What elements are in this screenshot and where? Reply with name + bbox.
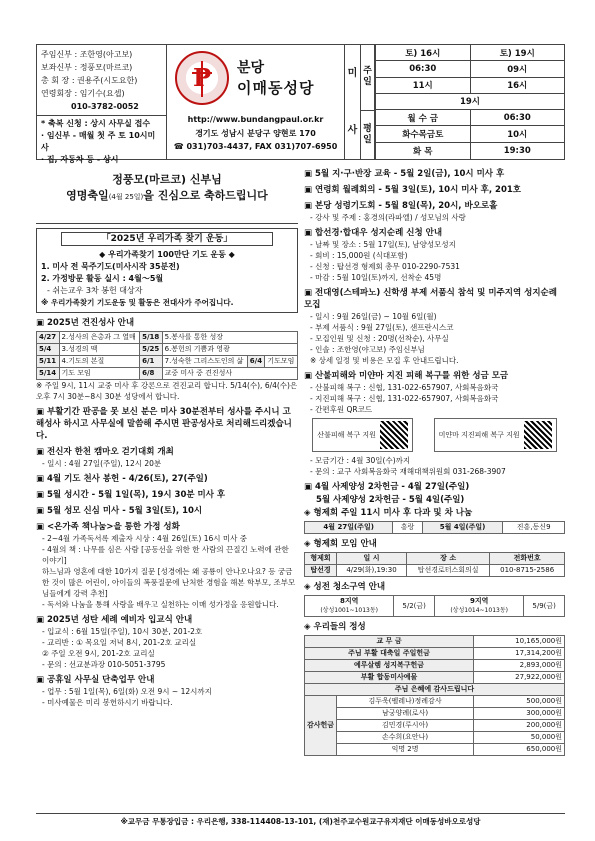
note-line: · 집, 자동차 등 - 상시 — [41, 155, 119, 164]
sub-line: - 미사예물은 미리 봉헌하시기 바랍니다. — [42, 698, 173, 707]
table-cell: 김두욱(펠레나)정례감사 — [337, 696, 474, 708]
table-cell: 27,922,000원 — [474, 672, 565, 684]
mass-label-2: 사 — [347, 125, 358, 136]
table-cell: 200,000원 — [474, 720, 565, 732]
church-address: 경기도 성남시 분당구 양현로 170 — [195, 129, 316, 138]
qr-label: 미얀마 지진피해 복구 지원 — [438, 431, 520, 439]
day-labels — [361, 45, 375, 159]
section-heading: ◈ 성전 청소구역 안내 — [304, 581, 565, 593]
mass-time: 11시 — [375, 78, 470, 94]
sub-line: - 독서와 나눔을 통해 사랑을 배우고 실천하는 이매 성가정을 응원합니다. — [42, 600, 279, 609]
meeting-table — [304, 552, 565, 577]
table-cell: 김민경(루시아) — [337, 720, 474, 732]
congrats-line-2 — [36, 188, 298, 205]
section-heading: 5월 사제양성 2차헌금 - 5월 4일(주일) — [316, 495, 465, 505]
family-campaign-box — [36, 228, 298, 313]
sub-line: - 일시 : 4월 27일(주일), 12시 20분 — [42, 459, 162, 468]
sub-line: - 업무 : 5월 1일(목), 6일(화) 오전 9시 ~ 12시까지 — [42, 687, 212, 696]
table-cell — [434, 596, 523, 617]
table-cell: 진흥,동신9 — [503, 522, 565, 534]
campaign-item: ※ 우리가족찾기 기도운동 및 활동은 전대사가 주어집니다. — [41, 298, 234, 307]
staff-row: 연령회장 : 임기수(요셉) — [41, 89, 125, 98]
staff-row: 총 회 장 : 권용주(시도요한) — [41, 76, 138, 85]
table-cell: 17,314,200원 — [474, 648, 565, 660]
church-name-2: 이매동성당 — [237, 79, 315, 97]
table-cell: 5/2(금) — [394, 596, 435, 617]
table-header: 일 시 — [336, 553, 406, 565]
right-column — [304, 164, 565, 756]
table-cell: 2,893,000원 — [474, 660, 565, 672]
mass-time: 화 목 — [375, 143, 470, 159]
table-cell: 교중 미사 중 견진성사 — [162, 368, 297, 380]
zone-range: (상성1014~1013동) — [450, 607, 508, 614]
mass-schedule — [345, 45, 564, 159]
section-heading: ▣ 합선경·합대우 성지순례 신청 안내 — [304, 227, 565, 239]
table-cell: 4/27 — [37, 332, 60, 344]
thanks-side-label: 감사헌금 — [305, 696, 337, 756]
section-heading: ◈ 형제회 주일 11시 미사 후 다과 및 차 나눔 — [304, 507, 565, 519]
qr-code-icon — [524, 421, 552, 449]
sub-line: ② 주일 오전 9시, 201-2호 교리실 — [42, 649, 155, 658]
section-heading: ▣ 공휴일 사무실 단축업무 안내 — [36, 674, 298, 686]
cleaning-table — [304, 595, 565, 617]
sub-line: - 문의 : 선교분과장 010-5051-3795 — [42, 660, 166, 669]
qr-wildfire[interactable] — [312, 418, 413, 452]
table-cell: 6/1 — [140, 356, 163, 368]
table-cell: 부활 합동미사예물 — [305, 672, 474, 684]
table-cell: 4월 27일(주일) — [305, 522, 393, 534]
table-header: 장 소 — [406, 553, 489, 565]
table-cell: 5월 4일(주일) — [422, 522, 503, 534]
section-heading: ▣ 전대영(스테파노) 신학생 부제 서품식 참석 및 미주지역 성지순례 모집 — [304, 287, 565, 311]
weekday-label: 평일 — [363, 123, 372, 145]
table-cell: 3.성경의 맥 — [59, 344, 140, 356]
zone-name: 8지역 — [339, 597, 359, 605]
staff-row: 주임신부 : 조한영(아고보) — [41, 50, 133, 59]
sub-line: - 4월의 책 : 나무를 심은 사람 [공동선을 위한 한 사람의 끈질긴 노력에 관한 이야기] — [42, 545, 289, 565]
table-cell: 교 무 금 — [305, 636, 474, 648]
mass-time: 토) 19시 — [470, 45, 565, 61]
mass-time: 16시 — [470, 78, 565, 94]
snack-table — [304, 521, 565, 534]
table-cell: 6/8 — [140, 368, 163, 380]
sub-line: ※ 상세 일정 및 비용은 모집 후 안내드립니다. — [310, 356, 459, 365]
section-heading: ▣ 2025년 성탄 세례 예비자 입교식 안내 — [36, 614, 298, 626]
qr-earthquake[interactable] — [434, 418, 557, 452]
footer-account: ※교무금 무통장입금 : 우리은행, 338-114408-13-101, (재)천주교수원교구유지재단 이매동성바오로성당 — [36, 813, 565, 827]
feast-congrats — [36, 164, 298, 224]
table-cell: 5/18 — [140, 332, 163, 344]
qr-label: 산불피해 복구 지원 — [317, 431, 376, 439]
note-line: · 임신부 - 매월 첫 주 토 10시미사 — [41, 131, 156, 152]
table-cell: 손수희(요안나) — [337, 732, 474, 744]
sub-line: 하느님과 영혼에 대한 10가지 질문 [성경에는 왜 공룡이 안나오나요? 등 궁금한 것이 많은 어린이, 아이들의 폭풍질문에 난처한 경험을 해본 학부모, 조부모님들에게 강력 추천] — [42, 567, 296, 598]
campaign-item: - 쉬는교우 3차 봉헌 대상자 — [47, 286, 143, 295]
sub-line: - 지진피해 복구 : 신협, 131-022-657907, 사회복음화국 — [310, 394, 499, 403]
svg-text:P: P — [192, 63, 212, 92]
sub-line: - 일시 : 9월 26일(금) ~ 10월 6일(월) — [310, 312, 437, 321]
table-cell: 5/4 — [37, 344, 60, 356]
mass-time: 06:30 — [470, 110, 565, 126]
mass-times — [375, 45, 564, 159]
table-cell: 4/29(화),19:30 — [336, 565, 406, 577]
mass-label-1: 미 — [347, 68, 358, 79]
section-heading: ▣ 5월 성시간 - 5월 1일(목), 19시 30분 미사 후 — [36, 489, 298, 501]
church-brand — [167, 45, 345, 159]
table-cell: 4.기도의 본질 — [59, 356, 140, 368]
table-cell: 6/4 — [247, 356, 265, 368]
campaign-item: 1. 미사 전 묵주기도(미사시작 35분전) — [41, 262, 180, 271]
mass-time: 19시 — [375, 94, 564, 110]
campaign-title: 「2025년 우리가족 찾기 운동」 — [61, 232, 273, 246]
sub-line: - 회비 : 15,000원 (식대포함) — [310, 251, 408, 260]
website-link[interactable]: http://www.bundangpaul.or.kr — [187, 115, 324, 124]
staff-panel — [37, 45, 167, 164]
section-heading: ▣ 부활기간 판공을 못 보신 분은 미사 30분전부터 성사를 주시니 고해성사 하시고 사무실에 말씀해 주시면 판공성사로 처리해드리겠습니다. — [36, 406, 298, 442]
sub-line: - 마감 : 5월 10일(토)까지, 선착순 45명 — [310, 273, 442, 282]
section-heading: ▣ 산불피해와 미얀마 지진 피해 복구를 위한 성금 모금 — [304, 370, 565, 382]
table-header: 형제회 — [305, 553, 337, 565]
section-heading: ▣ 전신자 한천 캠마오 걷기대회 개최 — [36, 446, 298, 458]
confirmation-note: ※ 주일 9시, 11시 교중 미사 후 강론으로 견진교리 합니다. 5/14(수), 6/4(수)은 오후 7시 30분~8시 30분 성당에서 합니다. — [36, 381, 298, 401]
congrats-line-1: 정풍모(마르코) 신부님 — [112, 173, 222, 186]
table-cell: 50,000원 — [474, 732, 565, 744]
confirmation-schedule-table — [36, 331, 298, 380]
table-cell: 예루살렘 성지복구헌금 — [305, 660, 474, 672]
thanks-row: 주님 은혜에 감사드립니다 — [305, 684, 565, 696]
staff-row: 보좌신부 : 정풍모(마르코) — [41, 63, 133, 72]
table-cell: 탑선경로터스회의실 — [406, 565, 489, 577]
congrats-feast: 영명축일 — [66, 189, 109, 202]
staff-phone: 010-3782-0052 — [71, 102, 139, 111]
table-cell: 650,000원 — [474, 744, 565, 756]
table-cell: 탑선경 — [305, 565, 337, 577]
table-cell: 기도모임 — [265, 356, 298, 368]
congrats-date: (4월 25일) — [108, 193, 144, 201]
sub-line: - 날짜 및 장소 : 5월 17일(토), 남양성모성지 — [310, 240, 456, 249]
section-heading: ▣ 4월 기도 천사 봉헌 - 4/26(토), 27(주일) — [36, 473, 298, 485]
section-heading: ▣ 연령회 월례회의 - 5월 3일(토), 10시 미사 후, 201호 — [304, 184, 565, 196]
sub-line: - 신청 : 탑선경 형제회 총무 010-2290-7531 — [310, 262, 460, 271]
offering-table — [304, 635, 565, 756]
sub-line: - 인솔 : 조한영(야고보) 주임신부님 — [310, 345, 425, 354]
left-column — [36, 164, 298, 756]
mass-time: 월 수 금 — [375, 110, 470, 126]
mass-time: 19:30 — [470, 143, 565, 159]
table-cell: 남궁양례(로사) — [337, 708, 474, 720]
sub-line: - 강사 및 주제 : 홍경의(라파엘) / 성모님의 사랑 — [310, 213, 466, 222]
section-heading: ▣ 4월 사제양성 2차헌금 - 4월 27일(주일) — [304, 481, 565, 493]
mass-time: 화수목금토 — [375, 126, 470, 142]
campaign-subtitle: ◆ 우리가족찾기 100만단 기도 운동 ◆ — [99, 250, 235, 259]
sub-line: - 산불피해 복구 : 신협, 131-022-657907, 사회복음화국 — [310, 383, 499, 392]
mass-label — [345, 45, 361, 159]
sub-line: - 교리반 : ① 목요일 저녁 8시, 201-2호 교리실 — [42, 638, 197, 647]
table-cell: 2.성사의 은총과 그 열매 — [59, 332, 140, 344]
sub-line: - 입교식 : 6월 15일(주일), 10시 30분, 201-2호 — [42, 627, 203, 636]
section-heading: ▣ <온가족 책나눔>을 통한 가정 성화 — [36, 521, 298, 533]
sub-line: - 부제 서품식 : 9월 27일(토), 샌프란시스코 — [310, 323, 454, 332]
table-header: 전화번호 — [490, 553, 565, 565]
mass-time: 토) 16시 — [375, 45, 470, 61]
table-cell: 300,000원 — [474, 708, 565, 720]
table-cell: 5.봉사를 통한 성장 — [162, 332, 297, 344]
mass-time: 06:30 — [375, 61, 470, 77]
mass-time: 09시 — [470, 61, 565, 77]
table-cell: 5/9(금) — [524, 596, 565, 617]
section-heading: ◈ 우리들의 정성 — [304, 621, 565, 633]
sub-line: - 문의 : 교구 사회복음화국 재해대책위원회 031-268-3907 — [310, 467, 506, 476]
table-cell — [305, 596, 394, 617]
table-cell: 5/14 — [37, 368, 60, 380]
right-notices — [304, 168, 565, 415]
mass-time: 10시 — [470, 126, 565, 142]
note-line: * 축복 신청 : 상시 사무실 접수 — [41, 119, 151, 128]
section-heading: ▣ 2025년 견진성사 안내 — [36, 317, 298, 329]
church-logo-icon — [175, 51, 229, 105]
table-cell: 흥랑 — [393, 522, 422, 534]
table-cell: 010-8715-2586 — [490, 565, 565, 577]
table-cell: 익명 2명 — [337, 744, 474, 756]
section-heading: ▣ 5월 지·구·반장 교육 - 5월 2일(금), 10시 미사 후 — [304, 168, 565, 180]
table-cell: 7.성숙한 그리스도인의 삶 — [162, 356, 247, 368]
table-cell: 6.봉헌의 기쁨과 영광 — [162, 344, 297, 356]
qr-donations — [304, 418, 565, 452]
blessing-notes — [37, 115, 166, 166]
sub-line: - 2~4월 가족독서록 제출자 시상 : 4월 26일(토) 16시 미사 중 — [42, 534, 248, 543]
table-cell: 500,000원 — [474, 696, 565, 708]
header — [36, 44, 565, 164]
sunday-label: 주일 — [361, 45, 374, 111]
campaign-item: 2. 가정방문 활동 실시 : 4월～5월 — [41, 274, 164, 283]
sub-line: - 간편후원 QR코드 — [310, 405, 373, 414]
church-name-1: 분당 — [237, 60, 265, 76]
section-heading: ▣ 5월 성모 신심 미사 - 5월 3일(토), 10시 — [36, 505, 298, 517]
congrats-text: 을 진심으로 축하드립니다 — [143, 189, 268, 202]
sub-line: - 모금기간 : 4월 30일(수)까지 — [310, 456, 411, 465]
church-phone: ☎ 031)703-4437, FAX 031)707-6950 — [173, 142, 338, 151]
zone-name: 9지역 — [469, 597, 489, 605]
section-heading: ◈ 형제회 모임 안내 — [304, 538, 565, 550]
table-cell: 기도 모임 — [59, 368, 140, 380]
table-cell: 주님 부활 대축일 주일헌금 — [305, 648, 474, 660]
qr-code-icon — [380, 421, 408, 449]
table-cell: 5/11 — [37, 356, 60, 368]
table-cell: 5/25 — [140, 344, 163, 356]
zone-range: (상성1001~1013동) — [320, 607, 378, 614]
section-heading: ▣ 본당 성령기도회 - 5월 8일(목), 20시, 바오로홀 — [304, 200, 565, 212]
content-columns — [36, 164, 565, 756]
table-cell: 10,165,000원 — [474, 636, 565, 648]
sub-line: - 모집인원 및 신청 : 20명(선착순), 사무실 — [310, 334, 449, 343]
left-notices — [36, 406, 298, 708]
